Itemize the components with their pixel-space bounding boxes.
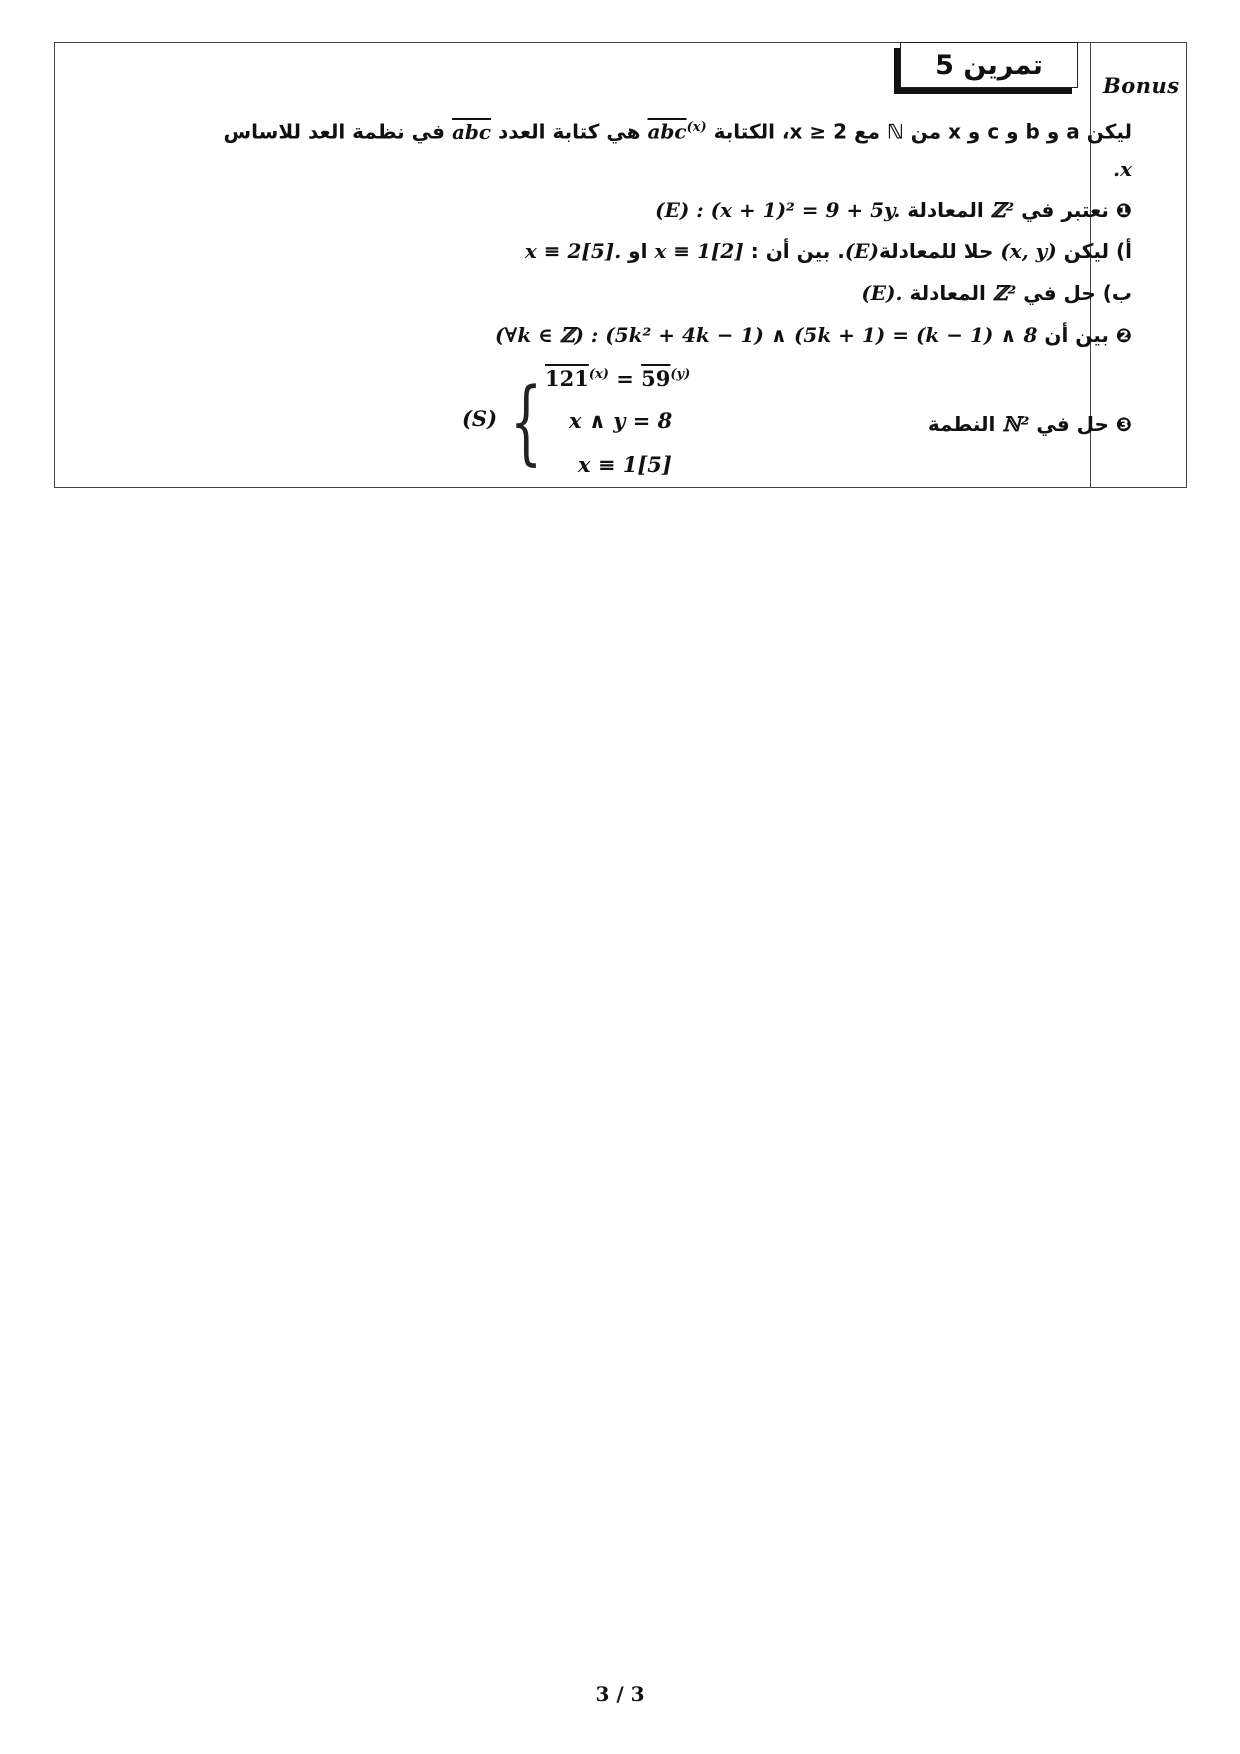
bonus-label: Bonus bbox=[1103, 73, 1180, 98]
intro-line-2: .x bbox=[1113, 157, 1132, 181]
system-label: (S) bbox=[462, 406, 498, 431]
intro-line bbox=[224, 114, 1132, 146]
intro-text-1: ليكن a و b و c و x من ℕ مع 2 ≤ x، الكتابة bbox=[713, 119, 1132, 144]
bullet-2: ❷ bbox=[1115, 325, 1132, 347]
system-eq-1: $121^{(x)} = 59^{(y)}$ bbox=[545, 366, 691, 391]
system-s bbox=[462, 362, 722, 488]
system-eq-3: x ≡ 1[5] bbox=[578, 452, 672, 477]
question-1b: ب) حل في ℤ² المعادلة (E). bbox=[861, 281, 1132, 305]
question-1a: أ) ليكن (x, y) حلا للمعادلة(E). بين أن : x ≡ 1[2] او x ≡ 2[5]. bbox=[524, 239, 1132, 263]
bullet-1: ❶ bbox=[1115, 200, 1132, 222]
abc-number: $\overline{abc}$ bbox=[451, 119, 492, 144]
exercise-title: تمرين 5 bbox=[900, 42, 1078, 88]
gcd-equation: (∀k ∈ ℤ) : (5k² + 4k − 1) ∧ (5k + 1) = (k − 1) ∧ 8 bbox=[495, 323, 1038, 347]
intro-text-2: هي كتابة العدد bbox=[498, 119, 641, 144]
abc-base-x: $\overline{abc}^{(x)}$ bbox=[647, 119, 707, 144]
set-z2: ℤ² bbox=[990, 198, 1015, 222]
bullet-3: ❸ bbox=[1115, 414, 1132, 436]
question-3: ❸ حل في ℕ² النطمة bbox=[927, 412, 1132, 436]
page-number: 3 / 3 bbox=[595, 1682, 645, 1706]
question-1: ❶ نعتبر في ℤ² المعادلة (E) : (x + 1)² = 9 + 5y. bbox=[655, 198, 1132, 222]
question-2: ❷ بين أن (∀k ∈ ℤ) : (5k² + 4k − 1) ∧ (5k + 1) = (k − 1) ∧ 8 bbox=[495, 323, 1132, 347]
equation-e: (E) : (x + 1)² = 9 + 5y. bbox=[655, 198, 901, 222]
intro-text-3: في نظمة العد للاساس bbox=[223, 119, 445, 144]
left-brace: { bbox=[510, 368, 543, 475]
system-eq-2: x ∧ y = 8 bbox=[569, 408, 673, 433]
